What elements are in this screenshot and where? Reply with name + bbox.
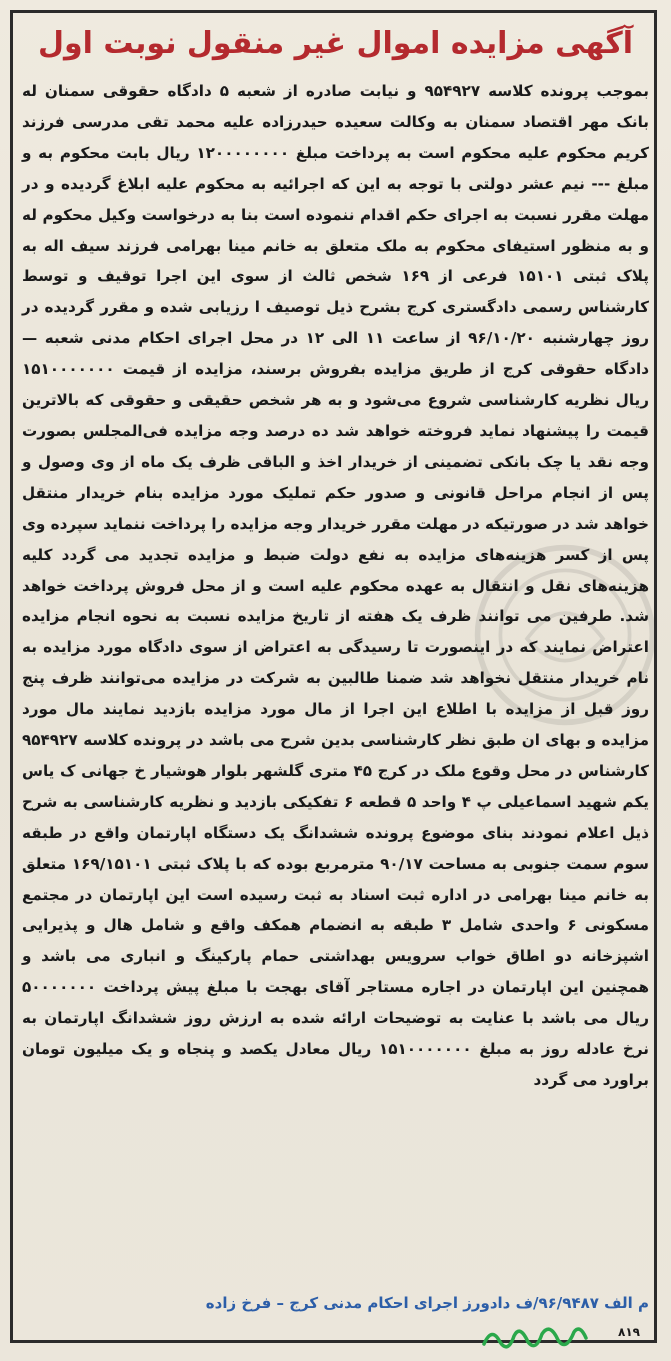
notice-body	[22, 76, 649, 1096]
notice-body-paragraph: بموجب پرونده کلاسه ۹۵۴۹۲۷ و نیابت صادره از شعبه ۵ دادگاه حقوقی سمنان له بانک مهر اقتصاد سمنان به وکالت سعیده حیدرزاده علیه محمد تقی مدرسی فرزند کریم محکوم علیه محکوم است به پرداخت مبلغ ۱۲۰۰۰۰۰۰۰۰ ریال بابت محکوم به و مبلغ --- نیم عشر دولتی با توجه به این که اجرائیه به محکوم علیه ابلاغ گردیده و در مهلت مقرر نسبت به اجرای حکم اقدام ننموده است بنا به درخواست وکیل محکوم له و به منظور استیفای محکوم به ملک متعلق به خانم مینا بهرامی فرزند سیف اله به پلاک ثبتی ۱۵۱۰۱ فرعی از ۱۶۹ شخص ثالث از سوی این اجرا توقیف و توسط کارشناس رسمی دادگستری کرج بشرح ذیل توصیف ا رزیابی شده و مقرر گردیده در روز چهارشنبه ۹۶/۱۰/۲۰ از ساعت ۱۱ الی ۱۲ در محل اجرای احکام مدنی شعبه — دادگاه حقوقی کرج از طریق مزایده بفروش برسند، مزایده از قیمت ۱۵۱۰۰۰۰۰۰۰ ریال نظریه کارشناسی شروع می‌شود و به هر شخص حقیقی و حقوقی که بالاترین قیمت را پیشنهاد نماید فروخته خواهد شد ده درصد وجه مزایده فی‌المجلس بصورت وجه نقد یا چک بانکی تضمینی از خریدار اخذ و الباقی ظرف یک ماه از وی وصول و پس از انجام مراحل قانونی و صدور حکم تملیک مورد مزایده بنام خریدار منتقل خواهد شد در صورتیکه در مهلت مقرر خریدار وجه مزایده را پرداخت ننماید سپرده وی پس از کسر هزینه‌های مزایده به نفع دولت ضبط و مزایده تجدید می گردد کلیه هزینه‌های نقل و انتقال به عهده محکوم علیه است و از محل فروش پرداخت خواهد شد. طرفین می توانند ظرف یک هفته از تاریخ مزایده نسبت به نحوه انجام مزایده اعتراض نمایند که در اینصورت تا رسیدگی به اعتراض از سوی دادگاه مورد مزایده به نام خریدار منتقل نخواهد شد ضمنا طالبین به شرکت در مزایده می‌توانند ظرف پنج روز قبل از مزایده با اطلاع این اجرا از مال مورد مزایده بازدید نمایند مال مورد مزایده و بهای ان طبق نظر کارشناسی بدین شرح می باشد در پرونده کلاسه ۹۵۴۹۲۷ کارشناس در محل وقوع ملک در کرج ۴۵ متری گلشهر بلوار هوشیار خ جهانی ک یاس یکم شهید اسماعیلی پ ۴ واحد ۵ قطعه ۶ تفکیکی بازدید و نظریه کارشناسی به شرح ذیل اعلام نمودند بنای موضوع پرونده ششدانگ یک دستگاه اپارتمان واقع در طبقه سوم سمت جنوبی به مساحت ۹۰/۱۷ مترمربع بوده که با پلاک ثبتی ۱۶۹/۱۵۱۰۱ متعلق به خانم مینا بهرامی در اداره ثبت اسناد به ثبت رسیده است این اپارتمان در مجتمع مسکونی ۶ واحدی شامل ۳ طبقه به انضمام همکف واقع و شامل هال و پذیرایی اشپزخانه دو اطاق خواب سرویس بهداشتی حمام پارکینگ و انباری می باشد و همچنین این اپارتمان در اجاره مستاجر آقای بهجت با مبلغ پیش پرداخت ۵۰۰۰۰۰۰۰ ریال می باشد با عنایت به توضیحات ارائه شده به ارزش روز ششدانگ اپارتمان به نرخ عادله روز به مبلغ ۱۵۱۰۰۰۰۰۰۰ ریال معادل یکصد و پنجاه و یک میلیون تومان براورد می گردد	[22, 82, 650, 1089]
notice-title: آگهی مزایده اموال غیر منقول نوبت اول	[37, 26, 634, 61]
notice-signature: م الف ۹۶/۹۴۸۷/ف دادورز اجرای احکام مدنی کرج – فرخ زاده	[205, 1294, 649, 1312]
handwritten-scribble-icon	[480, 1318, 590, 1354]
ad-code: ۸۱۹	[618, 1325, 640, 1339]
